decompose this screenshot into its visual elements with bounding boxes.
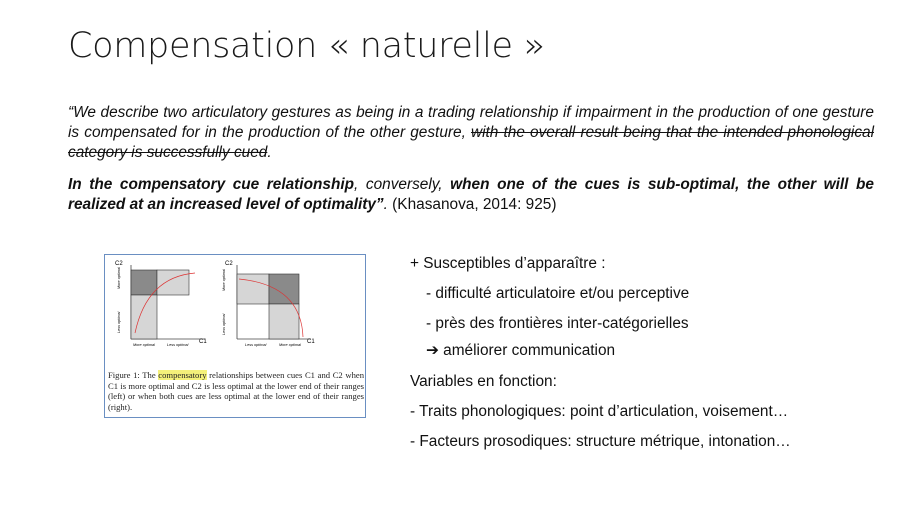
struck-text: with the overall result being that the intended phonological category is successfully cued [68,124,874,161]
left-axis-x-label: C1 [199,339,207,345]
heading-variables: Variables en fonction: [410,373,557,390]
figure-image [104,254,366,418]
bullet-ameliorer: ➔ améliorer communication [426,342,616,359]
quote-italic-1: , conversely, [354,176,451,193]
quote-period: . [267,144,272,161]
bullet-difficulte: - difficulté articulatoire et/ou perceptive [426,285,690,302]
figure-diagram [105,255,367,371]
left-diagram [115,261,207,347]
quote-block [68,103,874,227]
right-axis-x-label: C1 [307,339,315,345]
bullet-frontieres: - près des frontières inter-catégorielles [426,315,689,332]
quote-bold-2: when one of the cues is sub-optimal, the other will be realized at an increased level of optimality” [68,176,874,213]
left-x-less-label: Less optimal [167,343,189,347]
quote-paragraph-1 [68,103,874,163]
caption-start: Figure 1: The [108,370,159,380]
left-y-less-label: Less optimal [117,311,121,333]
left-x-more-label: More optimal [133,343,155,347]
quote-paragraph-2 [68,175,874,215]
right-x-more-label: More optimal [279,343,301,347]
right-x-less-label: Less optimal [245,343,267,347]
right-axis-y-label: C2 [225,261,233,267]
figure-caption [108,370,364,412]
citation: (Khasanova, 2014: 925) [387,196,557,213]
right-y-less-label: Less optimal [222,313,226,335]
right-diagram [222,261,315,347]
caption-rest: relationships between cues C1 and C2 when C1 is more optimal and C2 is less optimal at the lower end of their ranges (left) or when both cues are less optimal at the lower end of their ranges (right). [108,370,364,412]
quote-bold-1: In the compensatory cue relationship [68,176,355,193]
left-axis-y-label: C2 [115,261,123,267]
quote-text: “We describe two articulatory gestures as being in a trading relationship if impairment in the production of one gesture is compensated for in the production of the other gesture, [68,104,874,141]
right-y-more-label: More optimal [222,269,226,291]
bullet-facteurs: - Facteurs prosodiques: structure métrique, intonation… [410,433,791,450]
slide-title: Compensation « naturelle » [68,26,545,66]
bullet-susceptibles: + Susceptibles d’apparaître : [410,255,606,272]
caption-highlight: compensatory [158,370,207,380]
bullet-traits: - Traits phonologiques: point d’articulation, voisement… [410,403,789,420]
left-y-more-label: More optimal [117,267,121,289]
quote-italic-2: . [383,196,388,213]
